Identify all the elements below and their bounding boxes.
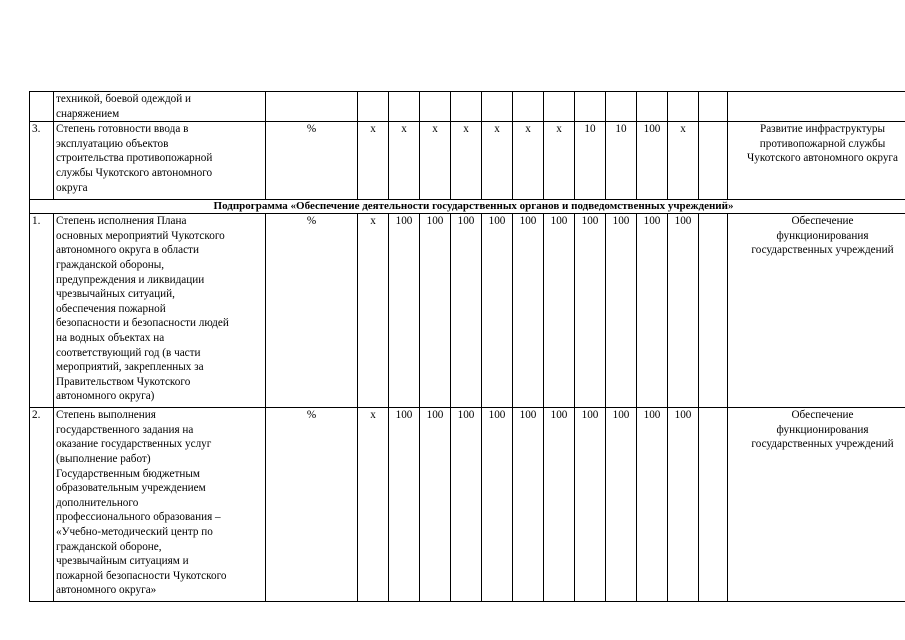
value-cell: 100 [389,408,420,602]
value-cell [451,92,482,122]
indicator-name-line: автономного округа в области [56,244,199,257]
value-cell: х [389,122,420,200]
value-cell: 100 [606,408,637,602]
value-cell: 100 [451,214,482,408]
indicator-name-line: мероприятий, закрепленных за [56,361,204,374]
indicator-name-line: основных мероприятий Чукотского [56,229,225,242]
value-cell: 100 [513,408,544,602]
indicator-name-line: Степень готовности ввода в [56,123,189,136]
value-cell [637,92,668,122]
indicator-name-cell [54,122,266,200]
value-cell [575,92,606,122]
value-cell [699,214,728,408]
indicator-name-line: чрезвычайным ситуациям и [56,555,189,568]
value-cell: 100 [637,408,668,602]
indicator-name-cell [54,214,266,408]
indicator-name-line: предупреждения и ликвидации [56,273,205,286]
indicator-name-line: строительства противопожарной [56,152,213,165]
value-cell: 10 [606,122,637,200]
subprogram-title: Подпрограмма «Обеспечение деятельности государственных органов и подведомственных учреждений» [30,200,905,214]
indicator-name-line: техникой, боевой одеждой и [56,93,192,105]
value-cell: 100 [389,214,420,408]
value-cell: 100 [451,408,482,602]
value-cell: 100 [637,122,668,200]
indicator-name-line: эксплуатацию объектов [56,137,169,150]
value-cell: х [544,122,575,200]
value-cell: 10 [575,122,606,200]
value-cell [420,92,451,122]
value-cell: 100 [575,408,606,602]
expected-result-cell [728,92,905,122]
indicator-name-line: профессионального образования – [56,511,221,524]
expected-result-line: Обеспечение [791,215,854,228]
indicator-name-cell [54,408,266,602]
indicator-name-line: Степень выполнения [56,409,156,422]
value-cell: х [482,122,513,200]
table-row [30,92,905,122]
indicator-name-line: обеспечения пожарной [56,302,166,315]
value-cell: х [358,122,389,200]
indicator-name-line: соответствующий год (в части [56,346,201,359]
indicator-name-line: автономного округа» [56,584,157,597]
value-cell: 100 [606,214,637,408]
expected-result-line: противопожарной службы [759,137,886,150]
indicator-name-line: (выполнение работ) [56,452,151,465]
indicator-name-line: автономного округа) [56,390,155,403]
table-row [30,122,905,200]
indicator-name-line: службы Чукотского автономного [56,166,213,179]
expected-result-line: Обеспечение [791,409,854,422]
indicator-name-line: дополнительного [56,496,139,509]
indicator-name-line: округа [56,181,88,194]
expected-result-line: государственных учреждений [751,244,894,257]
value-cell: 100 [637,214,668,408]
unit-cell: % [266,408,358,602]
value-cell [358,92,389,122]
indicator-name-line: безопасности и безопасности людей [56,317,229,330]
value-cell: х [358,214,389,408]
indicator-name-line: государственного задания на [56,423,194,436]
expected-result-line: функционирования [776,423,869,436]
value-cell: х [420,122,451,200]
indicator-name-cell [54,92,266,122]
value-cell [699,408,728,602]
value-cell [668,92,699,122]
value-cell: х [451,122,482,200]
row-number [30,92,54,122]
indicator-name-line: «Учебно-методический центр по [56,525,213,538]
indicator-name-line: Степень исполнения Плана [56,215,187,228]
expected-result-cell [728,214,905,408]
indicator-name-line: гражданской обороне, [56,540,162,553]
row-number: 3. [30,122,54,200]
expected-result-cell [728,122,905,200]
indicator-name-line: снаряжением [56,107,120,120]
value-cell: 100 [482,408,513,602]
value-cell: 100 [575,214,606,408]
unit-cell: % [266,122,358,200]
value-cell [699,92,728,122]
indicator-name-line: гражданской обороны, [56,258,165,271]
indicator-name-line: на водных объектах на [56,331,165,344]
expected-result-line: Развитие инфраструктуры [759,123,886,136]
unit-cell [266,92,358,122]
table-row [30,214,905,408]
value-cell [513,92,544,122]
unit-cell: % [266,214,358,408]
row-number: 1. [30,214,54,408]
indicator-name-line: чрезвычайных ситуаций, [56,288,175,301]
value-cell: 100 [668,214,699,408]
indicators-table [29,91,905,602]
subprogram-header-row [30,200,905,214]
value-cell [544,92,575,122]
expected-result-cell [728,408,905,602]
value-cell: 100 [544,214,575,408]
expected-result-line: функционирования [776,229,869,242]
value-cell: х [513,122,544,200]
value-cell: х [668,122,699,200]
indicator-name-line: Государственным бюджетным [56,467,200,480]
value-cell [606,92,637,122]
expected-result-line: государственных учреждений [751,438,894,451]
indicator-name-line: Правительством Чукотского [56,375,191,388]
value-cell: 100 [420,214,451,408]
expected-result-line: Чукотского автономного округа [747,152,898,165]
table-row [30,408,905,602]
indicator-name-line: пожарной безопасности Чукотского [56,569,227,582]
value-cell: 100 [668,408,699,602]
value-cell: х [358,408,389,602]
indicator-name-line: образовательным учреждением [56,482,206,495]
value-cell [389,92,420,122]
value-cell [482,92,513,122]
value-cell [699,122,728,200]
value-cell: 100 [482,214,513,408]
value-cell: 100 [513,214,544,408]
indicator-name-line: оказание государственных услуг [56,438,212,451]
table-body [30,92,905,602]
row-number: 2. [30,408,54,602]
value-cell: 100 [544,408,575,602]
value-cell: 100 [420,408,451,602]
